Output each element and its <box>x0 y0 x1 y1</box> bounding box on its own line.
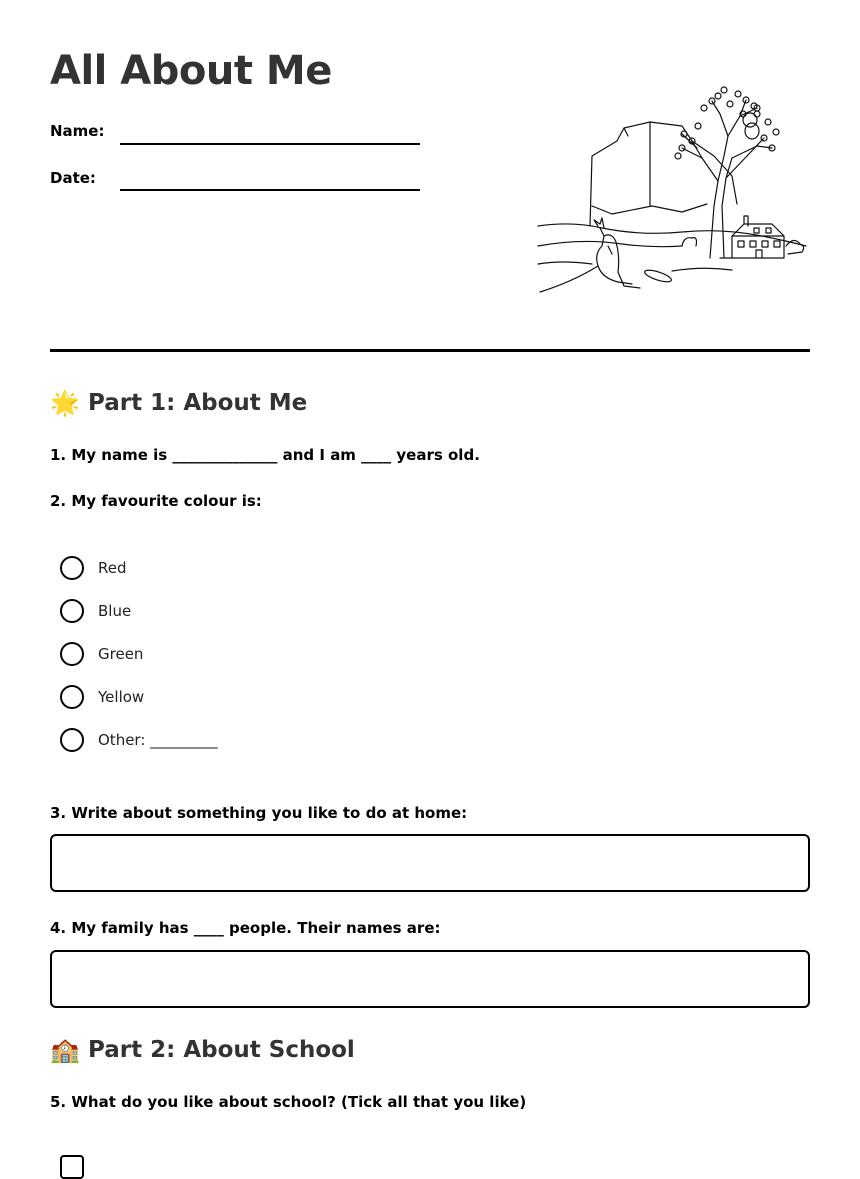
question-1: 1. My name is ______________ and I am ____ years old. <box>50 446 480 464</box>
colour-option-red[interactable] <box>60 555 127 581</box>
part2-title-text: Part 2: About School <box>88 1037 355 1063</box>
name-field[interactable] <box>120 143 420 145</box>
radio-button[interactable] <box>60 728 84 752</box>
part1-title-text: Part 1: About Me <box>88 390 308 416</box>
question-4: 4. My family has ____ people. Their names are: <box>50 919 441 937</box>
question-5: 5. What do you like about school? (Tick all that you like) <box>50 1093 527 1111</box>
school-icon: 🏫 <box>50 1036 80 1064</box>
option-label: Other: _________ <box>98 731 218 749</box>
option-label: Blue <box>98 602 132 620</box>
option-label: Yellow <box>98 688 145 706</box>
radio-button[interactable] <box>60 685 84 709</box>
radio-button[interactable] <box>60 599 84 623</box>
colour-option-blue[interactable] <box>60 598 131 624</box>
outback-illustration <box>532 86 812 300</box>
question-3: 3. Write about something you like to do at home: <box>50 804 468 822</box>
question-2: 2. My favourite colour is: <box>50 492 262 510</box>
page-title: All About Me <box>50 48 332 94</box>
colour-option-yellow[interactable] <box>60 684 144 710</box>
part2-title <box>50 1036 355 1064</box>
part1-title <box>50 389 307 417</box>
answer-box-4[interactable] <box>50 950 810 1008</box>
option-label: Red <box>98 559 127 577</box>
colour-option-other[interactable] <box>60 727 218 753</box>
date-field[interactable] <box>120 189 420 191</box>
checkbox[interactable] <box>60 1155 84 1179</box>
star-icon: 🌟 <box>50 389 80 417</box>
radio-button[interactable] <box>60 642 84 666</box>
radio-button[interactable] <box>60 556 84 580</box>
option-label: Green <box>98 645 144 663</box>
answer-box-3[interactable] <box>50 834 810 892</box>
colour-option-green[interactable] <box>60 641 143 667</box>
date-label: Date: <box>50 169 96 187</box>
name-label: Name: <box>50 122 105 140</box>
header-divider <box>50 349 810 352</box>
